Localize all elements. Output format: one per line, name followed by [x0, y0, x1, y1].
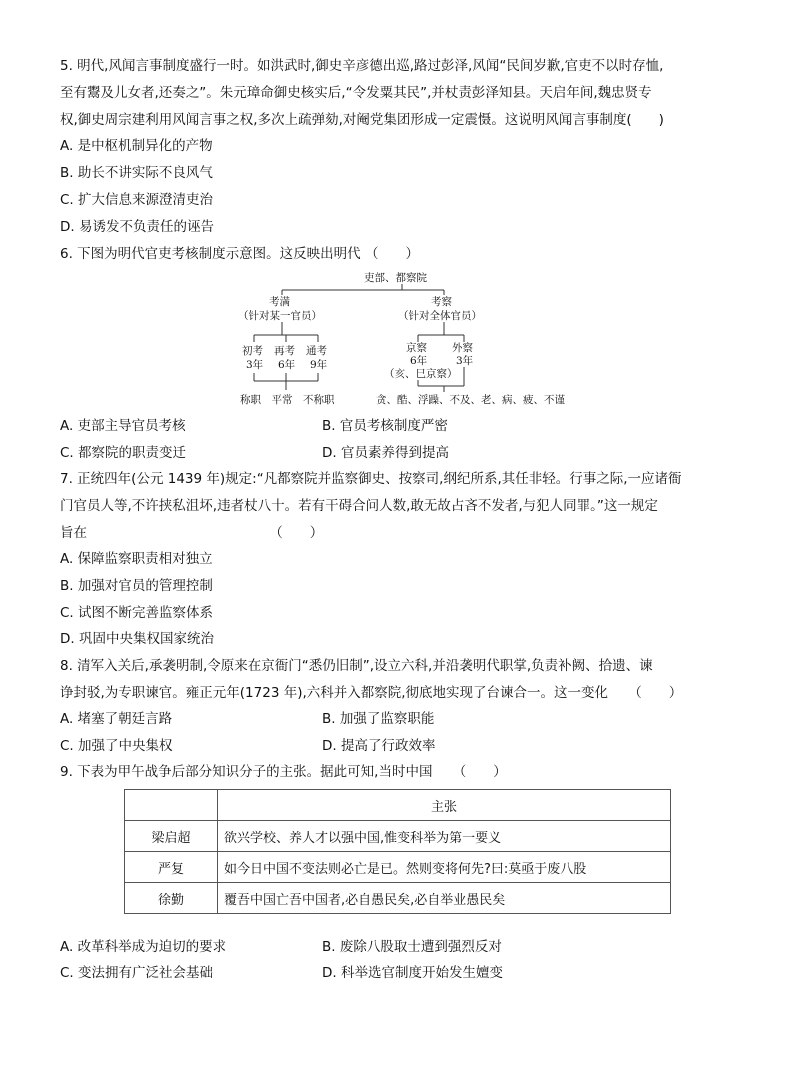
diagram-top-node: 吏部、都察院: [364, 272, 427, 284]
table-row: [125, 821, 671, 852]
q8-stem-line-1: 8. 清军入关后,承袭明制,令原来在京衙门“悉仍旧制”,设立六科,并沿袭明代职掌,负责补阙、拾遗、谏: [60, 658, 653, 674]
diagram-right-item-2-years: 3年: [456, 355, 474, 367]
q7-option-a: A. 保障监察职责相对独立: [60, 551, 213, 567]
diagram-right-title: 考察: [431, 296, 452, 308]
q9-option-c: C. 变法拥有广泛社会基础: [60, 965, 214, 981]
table-cell-text: 覆吾中国亡吾中国者,必自愚民矣,必自举业愚民矣: [218, 883, 671, 914]
diagram-right-note: （亥、巳京察）: [384, 368, 458, 380]
table-row: [125, 883, 671, 914]
diagram-connectors: [236, 270, 556, 412]
diagram-left-result: 称职 平常 不称职: [240, 394, 335, 406]
diagram-right-item-1: 京察: [406, 342, 427, 354]
diagram-left-sub: （针对某一官员）: [238, 310, 322, 322]
q5-stem-line-3: 权,御史周宗建利用风闻言事之权,多次上疏弹劾,对阉党集团形成一定震慑。这说明风闻言事制度( ): [60, 112, 664, 128]
q5-option-d: D. 易诱发不负责任的诬告: [60, 219, 214, 235]
q6-option-a: A. 吏部主导官员考核: [60, 418, 186, 434]
q7-stem-line-3: 旨在 （ ）: [60, 525, 324, 541]
diagram-left-title: 考满: [269, 296, 290, 308]
table-header-cell: 主张: [218, 790, 671, 821]
opinions-table: [124, 789, 671, 914]
table-header-row: [125, 790, 671, 821]
q8-option-a: A. 堵塞了朝廷言路: [60, 711, 173, 727]
q5-stem-line-1: 5. 明代,风闻言事制度盛行一时。如洪武时,御史辛彦德出巡,路过彭泽,风闻“民间岁歉,官吏不以时存恤,: [60, 58, 664, 74]
q6-option-d: D. 官员素养得到提高: [322, 445, 449, 461]
diagram-right-item-1-years: 6年: [410, 355, 428, 367]
diagram-right-result: 贪、酷、浮躁、不及、老、病、疲、不谨: [376, 394, 565, 406]
q7-option-c: C. 试图不断完善监察体系: [60, 605, 214, 621]
q5-option-c: C. 扩大信息来源澄清吏治: [60, 192, 214, 208]
q7-stem-line-2: 门官员人等,不许挟私沮坏,违者杖八十。若有干碍合问人数,敢无故占吝不发者,与犯人同罪。”这一规定: [60, 498, 658, 514]
q9-option-b: B. 废除八股取士遭到强烈反对: [322, 939, 502, 955]
q6-option-b: B. 官员考核制度严密: [322, 418, 448, 434]
diagram-left-item-1: 初考: [242, 345, 263, 357]
q9-option-d: D. 科举选官制度开始发生嬗变: [322, 965, 503, 981]
q5-option-a: A. 是中枢机制异化的产物: [60, 138, 213, 154]
q8-option-b: B. 加强了监察职能: [322, 711, 435, 727]
diagram-left-item-2-years: 6年: [278, 359, 296, 371]
q5-stem-line-2: 至有鬻及儿女者,还奏之”。朱元璋命御史核实后,“令发粟其民”,并杖责彭泽知县。天启年间,魏忠贤专: [60, 85, 652, 101]
q8-option-d: D. 提高了行政效率: [322, 738, 436, 754]
table-cell-name: 梁启超: [125, 821, 218, 852]
q9-stem: 9. 下表为甲午战争后部分知识分子的主张。据此可知,当时中国 （ ）: [60, 764, 507, 780]
table-cell-text: 如今日中国不变法则必亡是已。然则变将何先?曰:莫亟于废八股: [218, 852, 671, 883]
diagram-right-sub: （针对全体官员）: [398, 310, 482, 322]
q8-option-c: C. 加强了中央集权: [60, 738, 173, 754]
diagram-left-item-3: 通考: [306, 345, 327, 357]
q5-option-b: B. 助长不讲实际不良风气: [60, 165, 213, 181]
diagram-left-item-2: 再考: [274, 345, 295, 357]
exam-system-diagram: [236, 270, 565, 412]
q6-option-c: C. 都察院的职责变迁: [60, 445, 187, 461]
table-cell-name: 徐勤: [125, 883, 218, 914]
table-header-empty: [125, 790, 218, 821]
q7-option-d: D. 巩固中央集权国家统治: [60, 631, 214, 647]
q7-option-b: B. 加强对官员的管理控制: [60, 578, 213, 594]
table-cell-text: 欲兴学校、养人才以强中国,惟变科举为第一要义: [218, 821, 671, 852]
table-row: [125, 852, 671, 883]
q6-stem: 6. 下图为明代官吏考核制度示意图。这反映出明代 （ ）: [60, 246, 419, 262]
diagram-right-item-2: 外察: [452, 342, 473, 354]
q7-stem-line-1: 7. 正统四年(公元 1439 年)规定:“凡都察院并监察御史、按察司,纲纪所系,其任非轻。行事之际,一应诸衙: [60, 471, 682, 487]
q9-option-a: A. 改革科举成为迫切的要求: [60, 939, 227, 955]
diagram-left-item-1-years: 3年: [246, 359, 264, 371]
q8-stem-line-2: 诤封驳,为专职谏官。雍正元年(1723 年),六科并入都察院,彻底地实现了台谏合一。这一变化 （ ）: [60, 685, 683, 701]
diagram-left-item-3-years: 9年: [310, 359, 328, 371]
table-cell-name: 严复: [125, 852, 218, 883]
